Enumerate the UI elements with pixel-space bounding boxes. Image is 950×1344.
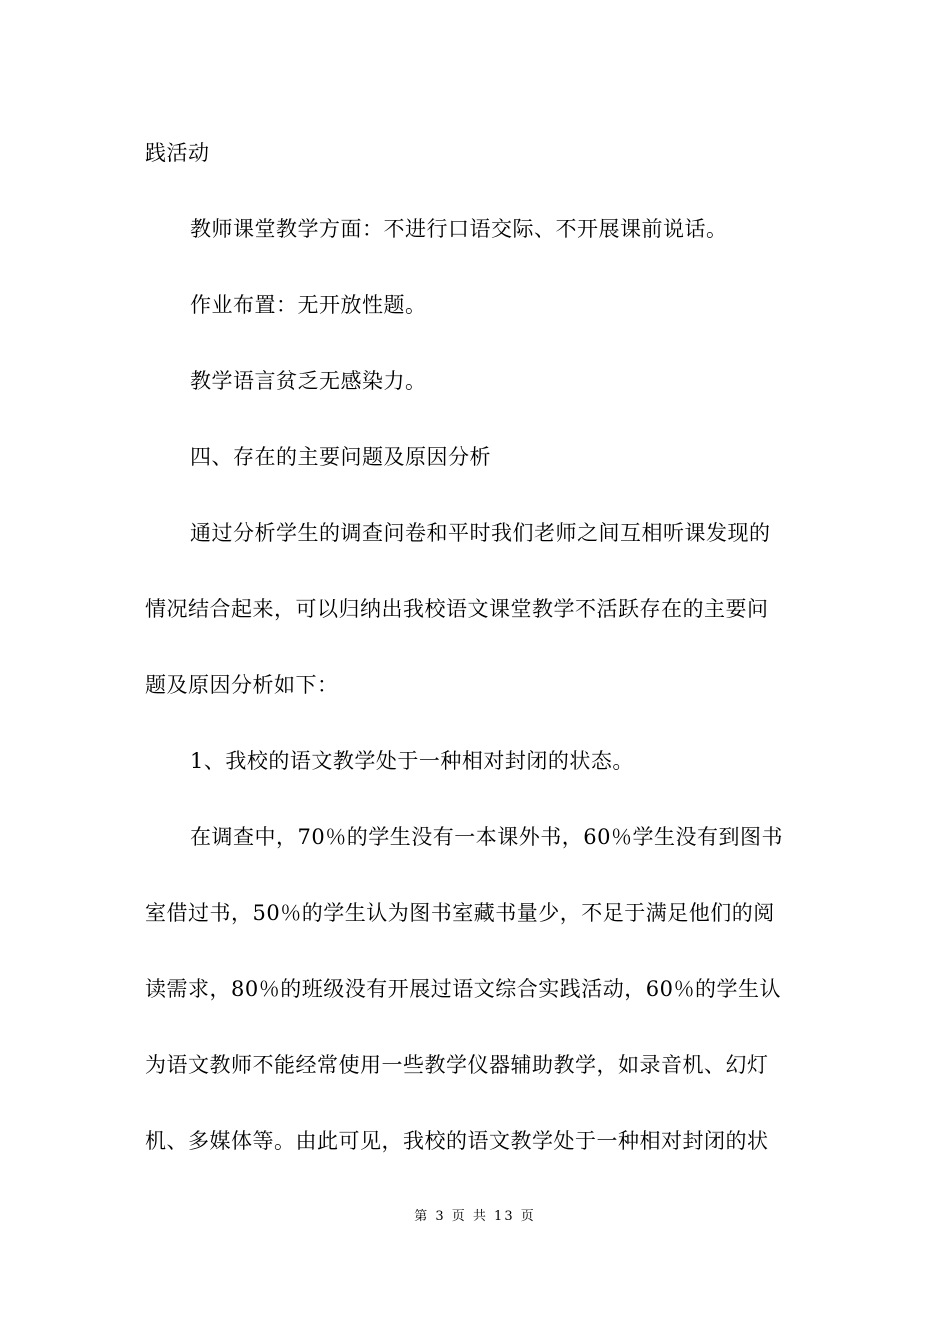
text-line-4: 教学语言贫乏无感染力。	[190, 369, 427, 393]
text-line-6: 通过分析学生的调查问卷和平时我们老师之间互相听课发现的	[190, 521, 771, 545]
text-line-14: 机、多媒体等。由此可见，我校的语文教学处于一种相对封闭的状	[145, 1129, 769, 1153]
subsection-heading: 1、我校的语文教学处于一种相对封闭的状态。	[190, 749, 634, 773]
text-line-11: 室借过书，50％的学生认为图书室藏书量少，不足于满足他们的阅	[145, 901, 775, 925]
text-line-12: 读需求，80％的班级没有开展过语文综合实践活动，60％的学生认	[145, 977, 781, 1001]
text-line-3: 作业布置：无开放性题。	[190, 293, 427, 317]
text-line-7: 情况结合起来，可以归纳出我校语文课堂教学不活跃存在的主要问	[145, 597, 769, 621]
text-line-10: 在调查中，70％的学生没有一本课外书，60％学生没有到图书	[190, 825, 783, 849]
text-line-13: 为语文教师不能经常使用一些教学仪器辅助教学，如录音机、幻灯	[145, 1053, 769, 1077]
page-number-footer: 第 3 页 共 13 页	[414, 1209, 536, 1224]
section-heading: 四、存在的主要问题及原因分析	[190, 445, 491, 469]
text-line-1: 践活动	[145, 141, 210, 165]
text-line-2: 教师课堂教学方面：不进行口语交际、不开展课前说话。	[190, 217, 728, 241]
text-line-8: 题及原因分析如下：	[145, 673, 339, 697]
